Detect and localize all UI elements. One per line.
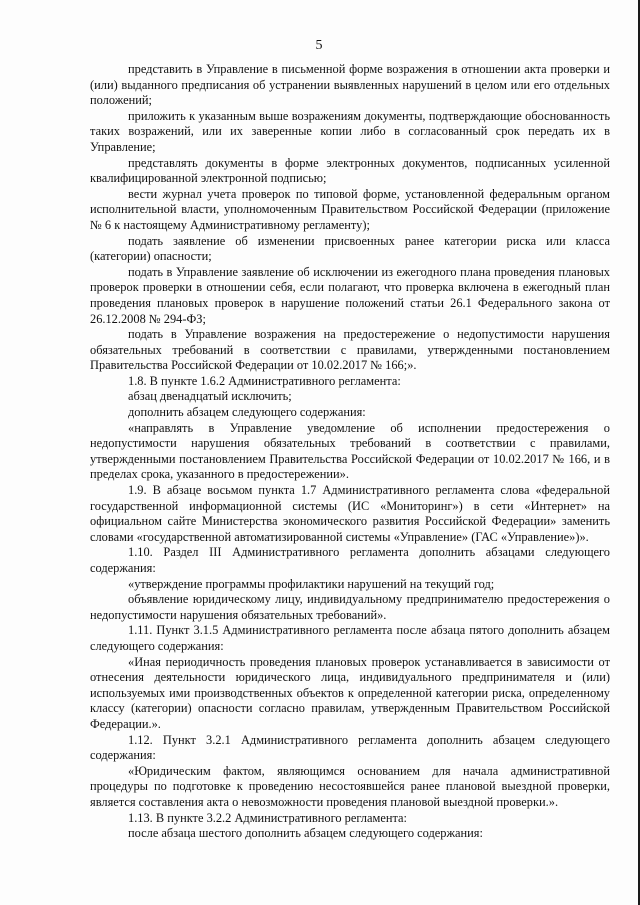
paragraph: «Иная периодичность проведения плановых проверок устанавливается в зависимости от отнесения деятельности юридического лица, индивидуального предпринимателя и (или) используемых ими производственных объектов к определенной категории риска, определенному классу (категории) опасности согласно правилам, утвержденным Правительством Российской Федерации.». — [90, 654, 610, 731]
paragraph: дополнить абзацем следующего содержания: — [128, 405, 366, 420]
paragraph: представить в Управление в письменной форме возражения в отношении акта проверки и (или) выданного предписания об устранении выявленных нарушений в целом или его отдельных положений; — [90, 62, 610, 108]
paragraph: после абзаца шестого дополнить абзацем следующего содержания: — [128, 826, 483, 841]
paragraph: «направлять в Управление уведомление об исполнении предостережения о недопустимости нарушения обязательных требований в соответствии с правилами, утвержденными постановлением Правительства Российской Федерации от 10.02.2017 № 166, и в пределах срока, указанного в предостережении». — [90, 420, 610, 482]
paragraph: подать в Управление возражения на предостережение о недопустимости нарушения обязательных требований в соответствии с правилами, утвержденными постановлением Правительства Российской Федерации от 10.02.2017 № 166;». — [90, 327, 610, 373]
paragraph: «Юридическим фактом, являющимся основанием для начала административной процедуры по подготовке к проведению несостоявшейся ранее плановой выездной проверки, является составления акта о невозможности проведения плановой выездной проверки.». — [90, 763, 610, 809]
paragraph: абзац двенадцатый исключить; — [128, 389, 292, 404]
paragraph: вести журнал учета проверок по типовой форме, установленной федеральным органом исполнительной власти, уполномоченным Правительством Российской Федерации (приложение № 6 к настоящему Административному регламенту); — [90, 186, 610, 232]
paragraph: 1.9. В абзаце восьмом пункта 1.7 Административного регламента слова «федеральной государственной информационной системы (ИС «Мониторинг») в сети «Интернет» на официальном сайте Министерства экономического развития Российской Федерации» заменить словами «государственной автоматизированной системы «Управление» (ГАС «Управление»)». — [90, 483, 610, 544]
page-number: 5 — [315, 38, 323, 53]
paragraph: объявление юридическому лицу, индивидуальному предпринимателю предостережения о недопустимости нарушения обязательных требований». — [90, 592, 610, 622]
paragraph: 1.8. В пункте 1.6.2 Административного регламента: — [128, 373, 401, 388]
document-body — [90, 62, 610, 842]
paragraph: представлять документы в форме электронных документов, подписанных усиленной квалифицированной электронной подписью; — [90, 155, 610, 186]
paragraph: 1.13. В пункте 3.2.2 Административного регламента: — [128, 810, 407, 825]
paragraph: 1.10. Раздел III Административного регламента дополнить абзацами следующего содержания: — [90, 545, 610, 575]
paragraph: 1.12. Пункт 3.2.1 Административного регламента дополнить абзацем следующего содержания: — [90, 732, 610, 763]
paragraph: «утверждение программы профилактики нарушений на текущий год; — [128, 576, 495, 591]
paragraph: подать заявление об изменении присвоенных ранее категории риска или класса (категории) опасности; — [90, 233, 610, 264]
paragraph: приложить к указанным выше возражениям документы, подтверждающие обоснованность таких возражений, или их заверенные копии либо в согласованный срок передать их в Управление; — [90, 108, 610, 154]
paragraph: подать в Управление заявление об исключении из ежегодного плана проведения плановых проверок проверки в отношении себя, если полагают, что проверка включена в ежегодный план проведения плановых проверок в нарушение положений статьи 26.1 Федерального закона от 26.12.2008 № 294-ФЗ; — [90, 264, 610, 326]
paragraph: 1.11. Пункт 3.1.5 Административного регламента после абзаца пятого дополнить абзацем следующего содержания: — [90, 623, 610, 653]
